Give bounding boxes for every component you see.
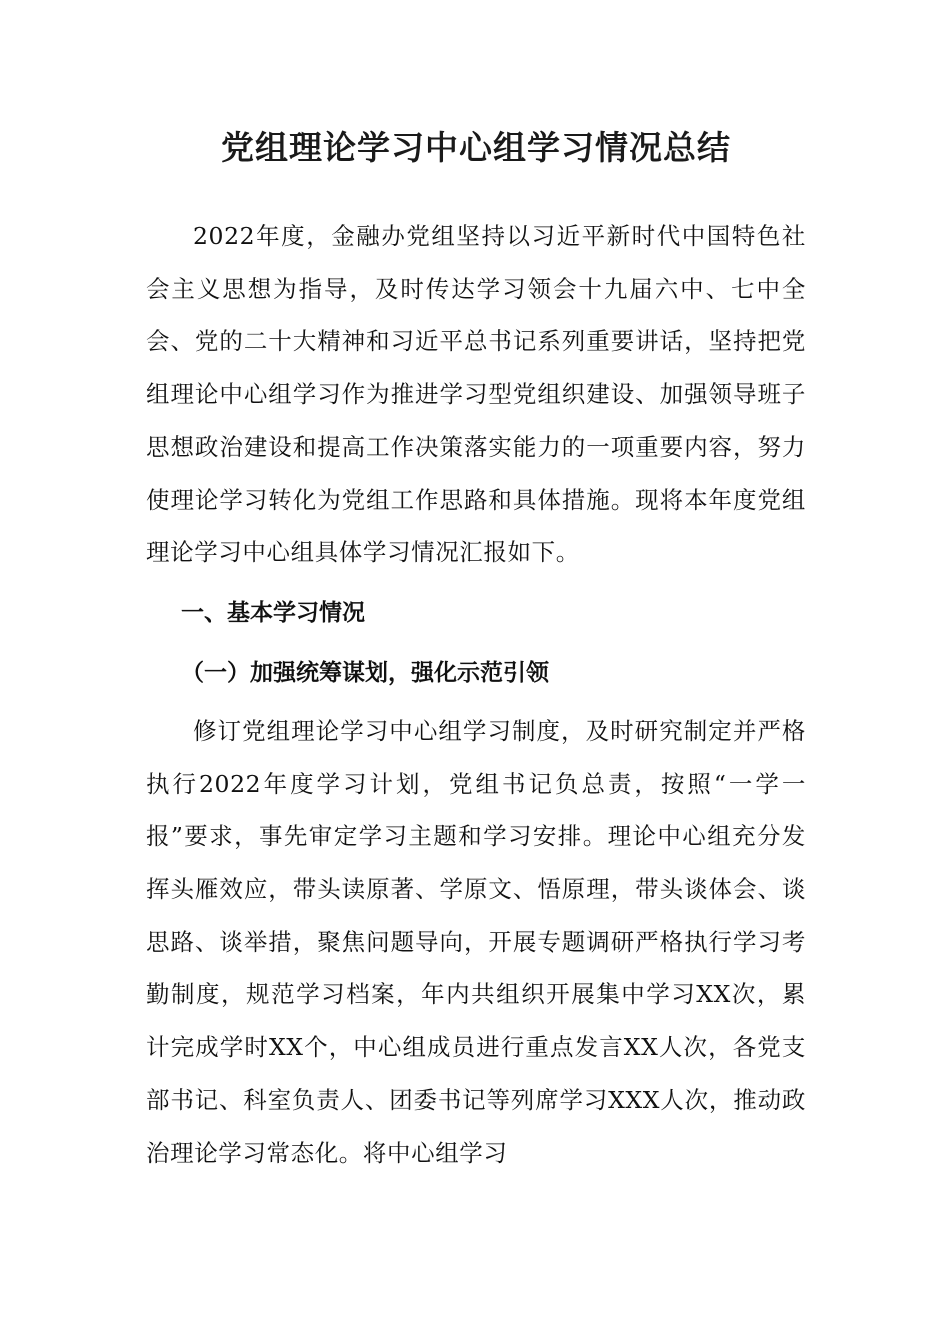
intro-paragraph: 2022年度，金融办党组坚持以习近平新时代中国特色社会主义思想为指导，及时传达学习领会十九届六中、七中全会、党的二十大精神和习近平总书记系列重要讲话，坚持把党组理论中心组学习作为推进学习型党组织建设、加强领导班子思想政治建设和提高工作决策落实能力的一项重要内容，努力使理论学习转化为党组工作思路和具体措施。现将本年度党组理论学习中心组具体学习情况汇报如下。 — [146, 222, 806, 567]
section-heading: 一、基本学习情况 — [181, 599, 365, 626]
document-page — [146, 118, 806, 1179]
document-title: 党组理论学习中心组学习情况总结 — [221, 128, 731, 167]
subsection-heading: （一）加强统筹谋划，强化示范引领 — [181, 659, 549, 686]
subsection-paragraph: 修订党组理论学习中心组学习制度，及时研究制定并严格执行2022年度学习计划，党组书记负总责，按照“一学一报”要求，事先审定学习主题和学习安排。理论中心组充分发挥头雁效应，带头读原著、学原文、悟原理，带头谈体会、谈思路、谈举措，聚焦问题导向，开展专题调研严格执行学习考勤制度，规范学习档案，年内共组织开展集中学习XX次，累计完成学时XX个，中心组成员进行重点发言XX人次，各党支部书记、科室负责人、团委书记等列席学习XXX人次，推动政治理论学习常态化。将中心组学习 — [146, 716, 806, 1167]
